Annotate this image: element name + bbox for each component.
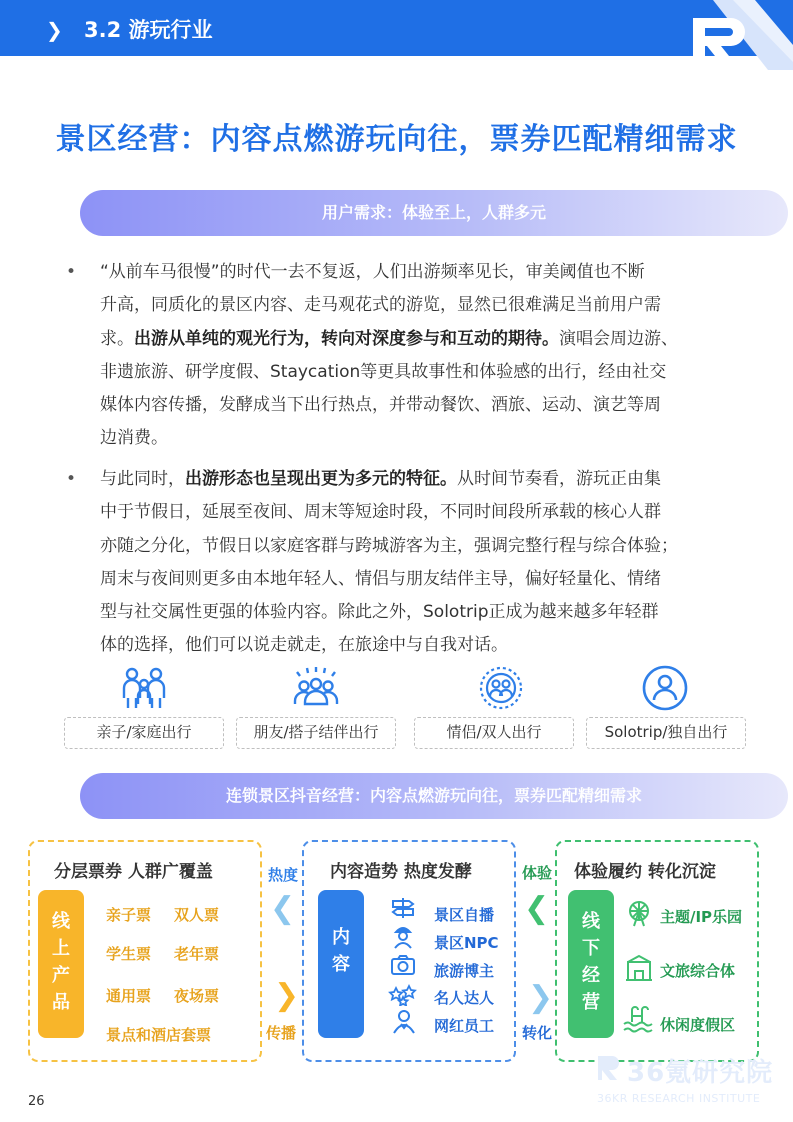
- user-needs-banner-text: 用户需求：体验至上，人群多元: [321, 203, 546, 222]
- complex-building-icon: [624, 954, 654, 982]
- para1-line: 非遗旅游、研学度假、Staycation等更具故事性和体验感的出行，经由社交: [100, 361, 667, 382]
- para2-line: 中于节假日，延展至夜间、周末等短途时段，不同时间段所承载的核心人群: [100, 502, 661, 523]
- bar-char: 营: [582, 992, 600, 1013]
- stars-icon: [388, 982, 418, 1006]
- flow-label-spread: 传播: [266, 1024, 297, 1042]
- bar-char: 上: [52, 938, 70, 959]
- bar-char: 线: [582, 911, 600, 932]
- content-title: 内容造势 热度发酵: [330, 862, 472, 882]
- douyin-operation-banner: [80, 773, 788, 819]
- para1-line: “从前车马很慢”的时代一去不复返，人们出游频率见长，审美阈值也不断: [100, 262, 645, 282]
- page-heading: 景区经营：内容点燃游玩向往，票券匹配精细需求: [55, 122, 738, 157]
- para2-emphasis: 出游形态也呈现出更为多元的特征。: [185, 469, 457, 489]
- content-item: 景区自播: [434, 906, 495, 924]
- bar-char: 线: [52, 911, 70, 932]
- bar-char: 经: [582, 965, 600, 986]
- header-bar: [0, 0, 793, 56]
- ticket-item: 通用票: [106, 987, 152, 1005]
- family-icon: [120, 664, 168, 712]
- ticket-item: 学生票: [106, 945, 152, 963]
- bar-char: 下: [582, 938, 600, 959]
- watermark-logo-icon: [595, 1052, 625, 1082]
- bar-char: 容: [332, 954, 350, 975]
- offline-item: 主题/IP乐园: [660, 908, 743, 926]
- bar-char: 内: [332, 927, 350, 948]
- para1-line: 升高，同质化的景区内容、走马观花式的游览，显然已很难满足当前用户需: [100, 295, 661, 316]
- ticket-item: 景点和酒店套票: [106, 1026, 212, 1044]
- npc-character-icon: [390, 924, 416, 950]
- offline-item: 文旅综合体: [660, 962, 736, 980]
- para1-text: 求。: [100, 328, 134, 349]
- offline-operation-title: 体验履约 转化沉淀: [574, 862, 716, 882]
- chevron-right-icon: ❯: [274, 978, 300, 1013]
- bar-char: 产: [52, 965, 70, 986]
- content-bar: [318, 890, 364, 1038]
- para1-text: 演唱会周边游、: [559, 328, 678, 349]
- ticket-item: 夜场票: [174, 987, 220, 1005]
- section-title: 3.2 游玩行业: [84, 18, 213, 42]
- chevron-left-icon: ❮: [270, 891, 296, 926]
- signpost-icon: [390, 896, 416, 920]
- content-item: 景区NPC: [434, 934, 499, 952]
- chevron-right-icon: ❯: [46, 18, 63, 42]
- couple-icon: [477, 664, 525, 712]
- ticket-item: 双人票: [174, 906, 220, 924]
- page-number: 26: [28, 1094, 45, 1109]
- flow-label-experience: 体验: [522, 864, 553, 882]
- para2-text: 与此同时，: [100, 469, 185, 489]
- staff-person-icon: [391, 1008, 417, 1034]
- offline-operation-bar: [568, 890, 614, 1038]
- para2-line: 亦随之分化，节假日以家庭客群与跨城游客为主，强调完整行程与综合体验；: [100, 535, 678, 556]
- para2-line: 体的选择，他们可以说走就走，在旅途中与自我对话。: [100, 635, 508, 656]
- content-item: 旅游博主: [434, 962, 495, 980]
- chevron-left-icon: ❮: [524, 891, 550, 926]
- para1-line: 媒体内容传播，发酵成当下出行热点，并带动餐饮、酒旅、运动、演艺等周: [100, 395, 661, 416]
- content-item: 名人达人: [434, 989, 495, 1007]
- para2-text: 从时间节奏看，游玩正由集: [457, 469, 661, 489]
- group-label-solo: Solotrip/独自出行: [586, 717, 746, 749]
- online-products-bar: [38, 890, 84, 1038]
- paragraph-user-needs: [66, 256, 730, 456]
- watermark: [595, 1052, 775, 1112]
- user-needs-banner: [80, 190, 788, 236]
- online-products-title: 分层票券 人群广覆盖: [54, 862, 213, 882]
- pool-resort-icon: [622, 1006, 654, 1034]
- brand-logo-icon: [683, 0, 793, 70]
- douyin-operation-banner-text: 连锁景区抖音经营：内容点燃游玩向往，票券匹配精细需求: [225, 786, 642, 805]
- chevron-right-icon: ❯: [528, 980, 554, 1015]
- content-item: 网红员工: [434, 1017, 495, 1035]
- flow-label-heat: 热度: [268, 866, 299, 884]
- para1-emphasis: 出游从单纯的观光行为，转向对深度参与和互动的期待。: [134, 328, 559, 349]
- solo-person-icon: [641, 664, 689, 712]
- paragraph-travel-forms: [66, 463, 730, 663]
- bullet-icon: •: [66, 262, 77, 282]
- para2-line: 型与社交属性更强的体验内容。除此之外，Solotrip正成为越来越多年轻群: [100, 602, 659, 623]
- group-label-family: 亲子/家庭出行: [64, 717, 224, 749]
- ticket-item: 亲子票: [106, 906, 152, 924]
- bar-char: 品: [52, 992, 70, 1013]
- group-label-friends: 朋友/搭子结伴出行: [236, 717, 396, 749]
- flow-label-conversion: 转化: [522, 1024, 553, 1042]
- ticket-item: 老年票: [174, 945, 220, 963]
- para2-line: 周末与夜间则更多由本地年轻人、情侣与朋友结伴主导，偏好轻量化、情绪: [100, 568, 661, 589]
- group-label-couple: 情侣/双人出行: [414, 717, 574, 749]
- ferris-wheel-icon: [624, 898, 654, 928]
- bullet-icon: •: [66, 469, 77, 489]
- camera-icon: [390, 953, 416, 977]
- friends-group-icon: [292, 664, 340, 712]
- offline-item: 休闲度假区: [660, 1016, 736, 1034]
- watermark-en: 36KR RESEARCH INSTITUTE: [597, 1092, 761, 1105]
- watermark-cn: 36氪研究院: [627, 1058, 774, 1088]
- para1-line: 边消费。: [100, 428, 168, 449]
